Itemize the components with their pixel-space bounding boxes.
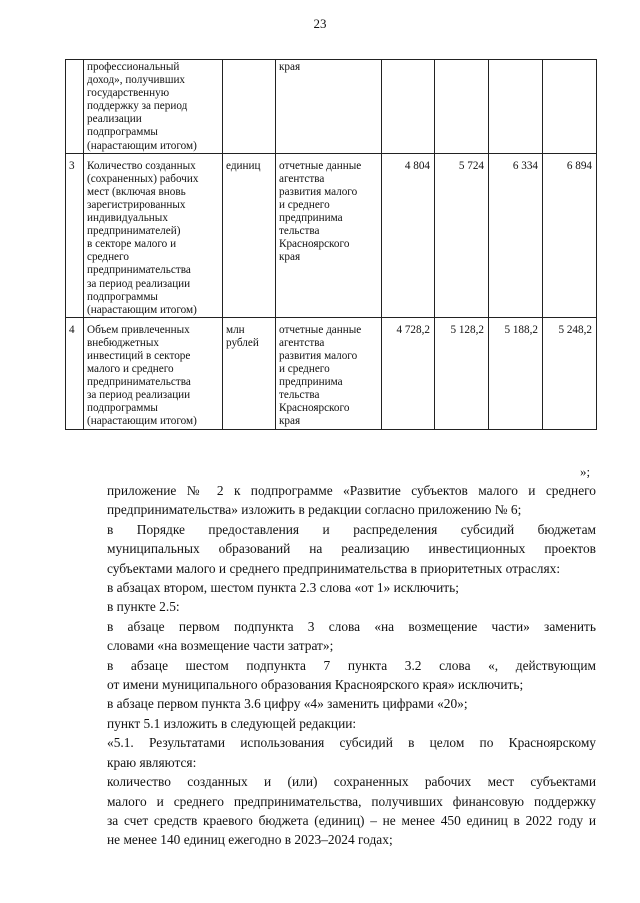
source-cell-line: агентства <box>279 172 325 185</box>
value-cell: 5 128,2 <box>435 317 489 429</box>
table-row <box>66 317 597 429</box>
source-cell-line: Красноярского <box>279 402 350 415</box>
row-number: 3 <box>66 153 84 317</box>
indicator-name-line: реализации <box>87 113 142 126</box>
value-cell: 4 804 <box>382 153 435 317</box>
source-cell-line: тельства <box>279 225 320 238</box>
value-cell: 5 248,2 <box>543 317 597 429</box>
source-cell <box>276 153 382 317</box>
body-paragraph <box>72 597 596 616</box>
indicators-table <box>65 59 597 430</box>
indicator-name-line: внебюджетных <box>87 336 159 349</box>
indicator-name-line: малого и среднего <box>87 363 174 376</box>
indicator-name-line: индивидуальных <box>87 212 168 225</box>
value-cell: 5 188,2 <box>489 317 543 429</box>
paragraph-line: от имени муниципального образования Красноярского края» исключить; <box>107 677 524 693</box>
indicator-name-line: подпрограммы <box>87 126 158 139</box>
body-text <box>72 481 596 850</box>
source-cell-line: агентства <box>279 336 325 349</box>
indicator-name-line: государственную <box>87 87 170 100</box>
unit-cell <box>223 153 276 317</box>
unit-cell <box>223 317 276 429</box>
paragraph-line: «5.1. Результатами использования субсидий в целом по Красноярскому <box>107 735 596 751</box>
indicator-name <box>84 153 223 317</box>
value-cell: 6 334 <box>489 153 543 317</box>
source-cell-line: и среднего <box>279 363 330 376</box>
indicator-name-line: в секторе малого и <box>87 238 177 251</box>
indicator-name-line: мест (включая вновь <box>87 185 186 198</box>
closing-quote: »; <box>580 464 591 479</box>
indicator-name-line: (нарастающим итогом) <box>87 415 197 428</box>
body-paragraph <box>72 617 596 656</box>
paragraph-line: количество созданных и (или) сохраненных рабочих мест субъектами <box>107 774 596 790</box>
body-paragraph <box>72 656 596 695</box>
paragraph-line: субъектами малого и среднего предпринимательства в приоритетных отраслях: <box>107 560 561 576</box>
indicator-name-line: инвестиций в секторе <box>87 349 191 362</box>
source-cell <box>276 60 382 154</box>
paragraph-line: в абзаце первом подпункта 3 слова «на возмещение части» заменить <box>107 618 596 634</box>
value-cell <box>435 60 489 154</box>
indicator-name-line: предпринимателей) <box>87 225 181 238</box>
indicator-name-line: Количество созданных <box>87 159 196 172</box>
value-cell: 6 894 <box>543 153 597 317</box>
source-cell-line: края <box>279 61 301 73</box>
value-cell: 5 724 <box>435 153 489 317</box>
source-cell-line: отчетные данные <box>279 159 362 172</box>
value-cell: 4 728,2 <box>382 317 435 429</box>
indicator-name-line: за период реализации <box>87 277 191 290</box>
paragraph-line: в абзацах втором, шестом пункта 2.3 слова «от 1» исключить; <box>107 580 459 596</box>
unit-cell <box>223 60 276 154</box>
body-paragraph <box>72 694 596 713</box>
paragraph-line: малого и среднего предпринимательства, получивших финансовую поддержку <box>107 793 596 809</box>
source-cell-line: предпринима <box>279 376 343 389</box>
indicator-name <box>84 60 223 154</box>
body-paragraph <box>72 714 596 733</box>
body-paragraph <box>72 578 596 597</box>
table-row <box>66 60 597 154</box>
indicator-name-line: среднего <box>87 251 129 264</box>
indicator-name-line: (сохраненных) рабочих <box>87 172 199 185</box>
indicator-name <box>84 317 223 429</box>
paragraph-line: пункт 5.1 изложить в следующей редакции: <box>107 715 357 731</box>
row-number <box>66 60 84 154</box>
source-cell-line: края <box>279 251 301 264</box>
paragraph-line: словами «на возмещение части затрат»; <box>107 638 334 654</box>
page-number: 23 <box>313 16 327 31</box>
paragraph-line: предпринимательства» изложить в редакции согласно приложению № 6; <box>107 502 522 518</box>
unit-cell-line: единиц <box>226 159 261 172</box>
source-cell <box>276 317 382 429</box>
unit-cell-line: рублей <box>226 336 259 349</box>
paragraph-line: в абзаце шестом подпункта 7 пункта 3.2 слова «, действующим <box>107 657 596 673</box>
row-number: 4 <box>66 317 84 429</box>
indicator-name-line: подпрограммы <box>87 402 158 415</box>
paragraph-line: приложение № 2 к подпрограмме «Развитие субъектов малого и среднего <box>107 483 596 498</box>
paragraph-line: в абзаце первом пункта 3.6 цифру «4» заменить цифрами «20»; <box>107 696 468 712</box>
indicator-name-line: предпринимательства <box>87 376 191 389</box>
source-cell-line: края <box>279 415 301 428</box>
unit-cell-line: млн <box>226 323 245 336</box>
body-paragraph <box>72 520 596 578</box>
source-cell-line: развития малого <box>279 185 358 198</box>
paragraph-line: не менее 140 единиц ежегодно в 2023–2024 годах; <box>107 832 393 848</box>
source-cell-line: развития малого <box>279 349 358 362</box>
indicator-name-line: поддержку за период <box>87 100 188 113</box>
indicator-name-line: профессиональный <box>87 61 180 73</box>
indicator-name-line: Объем привлеченных <box>87 323 190 336</box>
paragraph-line: краю являются: <box>107 754 197 770</box>
indicator-name-line: (нарастающим итогом) <box>87 303 197 316</box>
paragraph-line: в пункте 2.5: <box>107 599 180 615</box>
indicator-name-line: доход», получивших <box>87 74 186 87</box>
body-paragraph <box>72 733 596 772</box>
value-cell <box>382 60 435 154</box>
body-paragraph <box>72 772 596 850</box>
paragraph-line: в Порядке предоставления и распределения субсидий бюджетам <box>107 521 596 537</box>
paragraph-line: за счет средств краевого бюджета (единиц) – не менее 450 единиц в 2022 году и <box>107 812 596 828</box>
value-cell <box>543 60 597 154</box>
source-cell-line: и среднего <box>279 198 330 211</box>
table-row <box>66 153 597 317</box>
indicator-name-line: за период реализации <box>87 389 191 402</box>
value-cell <box>489 60 543 154</box>
indicator-name-line: предпринимательства <box>87 264 191 277</box>
source-cell-line: тельства <box>279 389 320 402</box>
source-cell-line: отчетные данные <box>279 323 362 336</box>
indicator-name-line: подпрограммы <box>87 290 158 303</box>
source-cell-line: предпринима <box>279 212 343 225</box>
source-cell-line: Красноярского <box>279 238 350 251</box>
body-paragraph <box>72 481 596 520</box>
indicator-name-line: (нарастающим итогом) <box>87 139 197 152</box>
indicator-name-line: зарегистрированных <box>87 198 186 211</box>
paragraph-line: муниципальных образований на реализацию инвестиционных проектов <box>107 541 596 557</box>
